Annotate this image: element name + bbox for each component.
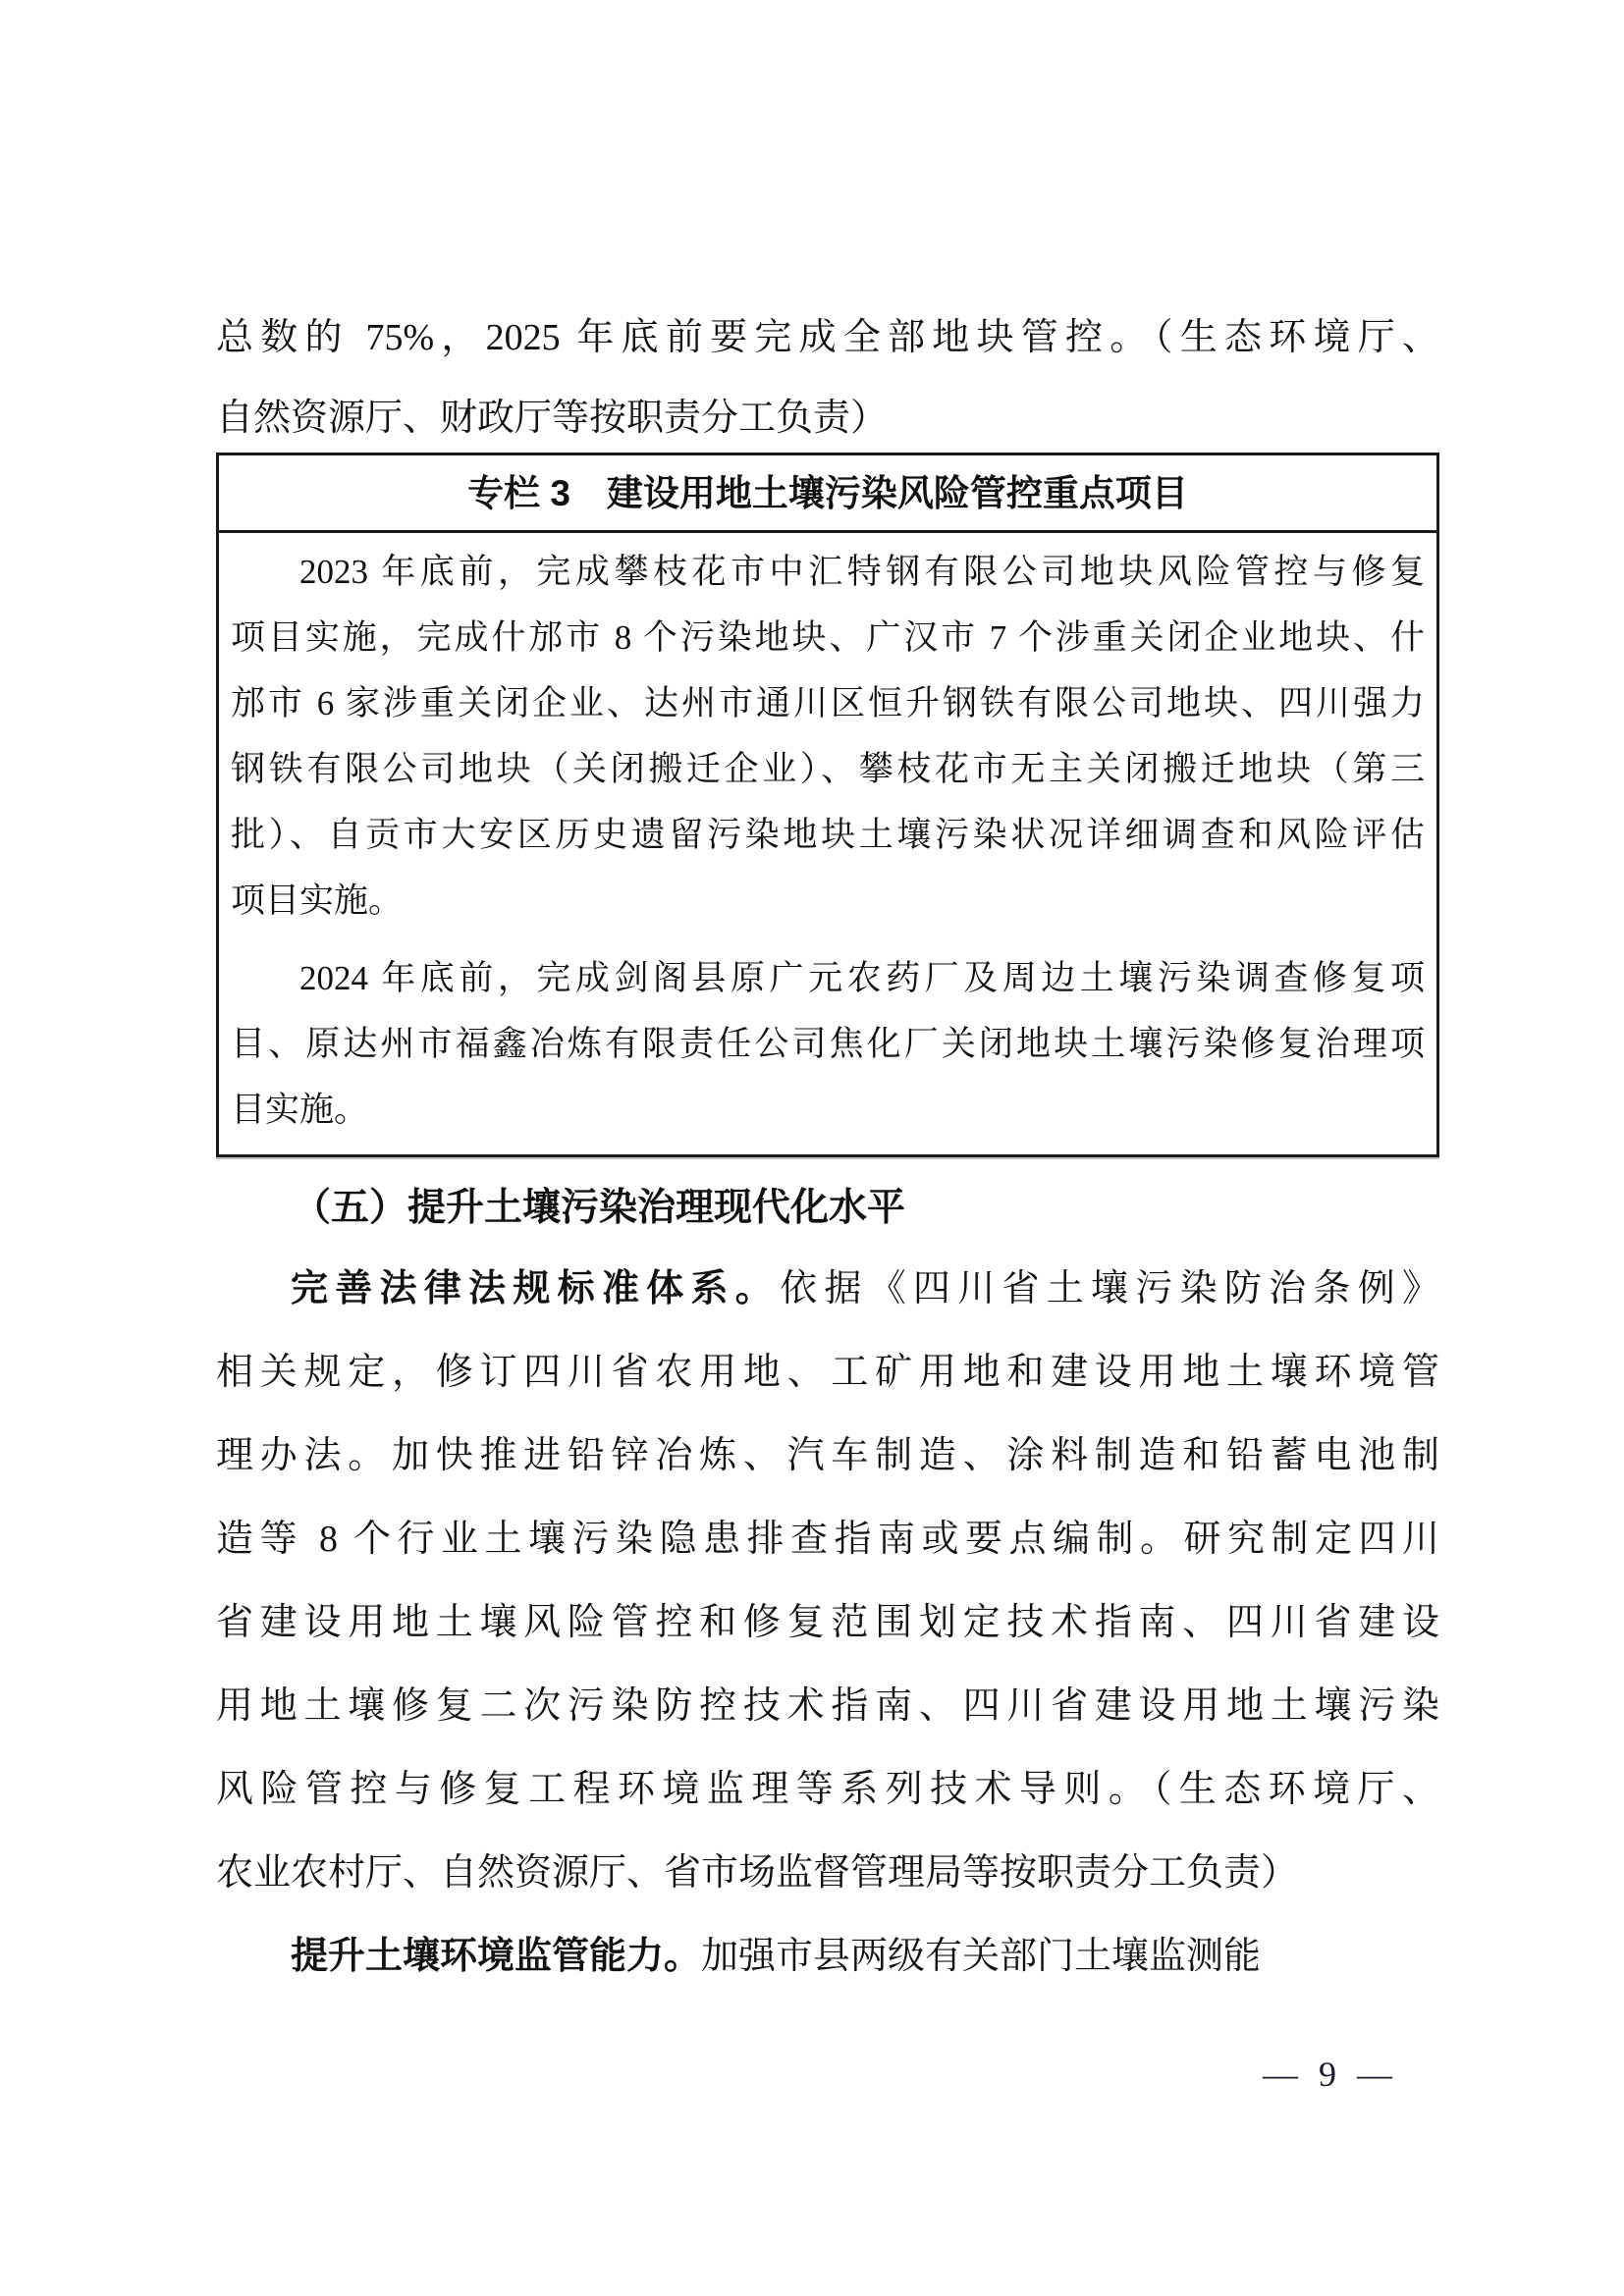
page-content: [216, 0, 1439, 1999]
box-title: 专栏 3 建设用地土壤污染风险管控重点项目: [219, 455, 1436, 533]
text-line: 用地土壤修复二次污染防控技术指南、四川省建设用地土壤污染: [216, 1685, 1439, 1727]
text-line: 提升土壤环境监管能力。加强市县两级有关部门土壤监测能: [291, 1936, 1262, 1977]
box-paragraph-2024: [231, 945, 1425, 1143]
text-line: 邡市 6 家涉重关闭企业、达州市通川区恒升钢铁有限公司地块、四川强力: [231, 684, 1425, 722]
bold-lead: 提升土壤环境监管能力。: [291, 1936, 702, 1977]
text-line: 2023 年底前，完成攀枝花市中汇特钢有限公司地块风险管控与修复: [299, 553, 1425, 591]
text-line: 造等 8 个行业土壤污染隐患排查指南或要点编制。研究制定四川: [216, 1519, 1439, 1560]
text-line: 目、原达州市福鑫冶炼有限责任公司焦化厂关闭地块土壤污染修复治理项: [231, 1025, 1425, 1063]
text-line: 理办法。加快推进铅锌冶炼、汽车制造、涂料制造和铅蓄电池制: [216, 1435, 1439, 1476]
text-line: 2024 年底前，完成剑阁县原广元农药厂及周边土壤污染调查修复项: [299, 959, 1425, 997]
text-line: 总数的 75%，2025 年底前要完成全部地块管控。（生态环境厅、: [216, 317, 1439, 358]
box-body: [219, 533, 1436, 1154]
section-heading: （五）提升土壤污染治理现代化水平: [293, 1187, 906, 1229]
box-paragraph-2023: [231, 539, 1425, 934]
text-line: 钢铁有限公司地块（关闭搬迁企业）、攀枝花市无主关闭搬迁地块（第三: [231, 750, 1425, 788]
text-line: 农业农村厅、自然资源厅、省市场监督管理局等按职责分工负责）: [216, 1852, 1299, 1894]
page-number: — 9 —: [1263, 2055, 1398, 2094]
bold-lead: 完善法律法规标准体系。: [291, 1268, 781, 1309]
text-line: 项目实施。: [231, 881, 404, 920]
intro-paragraph: [216, 297, 1439, 458]
text-line: 省建设用地土壤风险管控和修复范围划定技术指南、四川省建设: [216, 1602, 1439, 1643]
highlight-box: [216, 453, 1439, 1157]
text-line: 自然资源厅、财政厅等按职责分工负责）: [216, 398, 889, 439]
text-line: 批）、自贡市大安区历史遗留污染地块土壤污染状况详细调查和风险评估: [231, 816, 1425, 854]
text-line: 相关规定，修订四川省农用地、工矿用地和建设用地土壤环境管: [216, 1352, 1439, 1393]
text-line: 目实施。: [231, 1091, 369, 1129]
text-line: 项目实施，完成什邡市 8 个污染地块、广汉市 7 个涉重关闭企业地块、什: [231, 618, 1425, 657]
paragraph-supervision-capacity: [216, 1915, 1439, 1999]
text-line: 风险管控与修复工程环境监理等系列技术导则。（生态环境厅、: [216, 1769, 1439, 1810]
text-line: 完善法律法规标准体系。依据《四川省土壤污染防治条例》: [291, 1268, 1439, 1309]
paragraph-legal-system: [216, 1248, 1439, 1915]
